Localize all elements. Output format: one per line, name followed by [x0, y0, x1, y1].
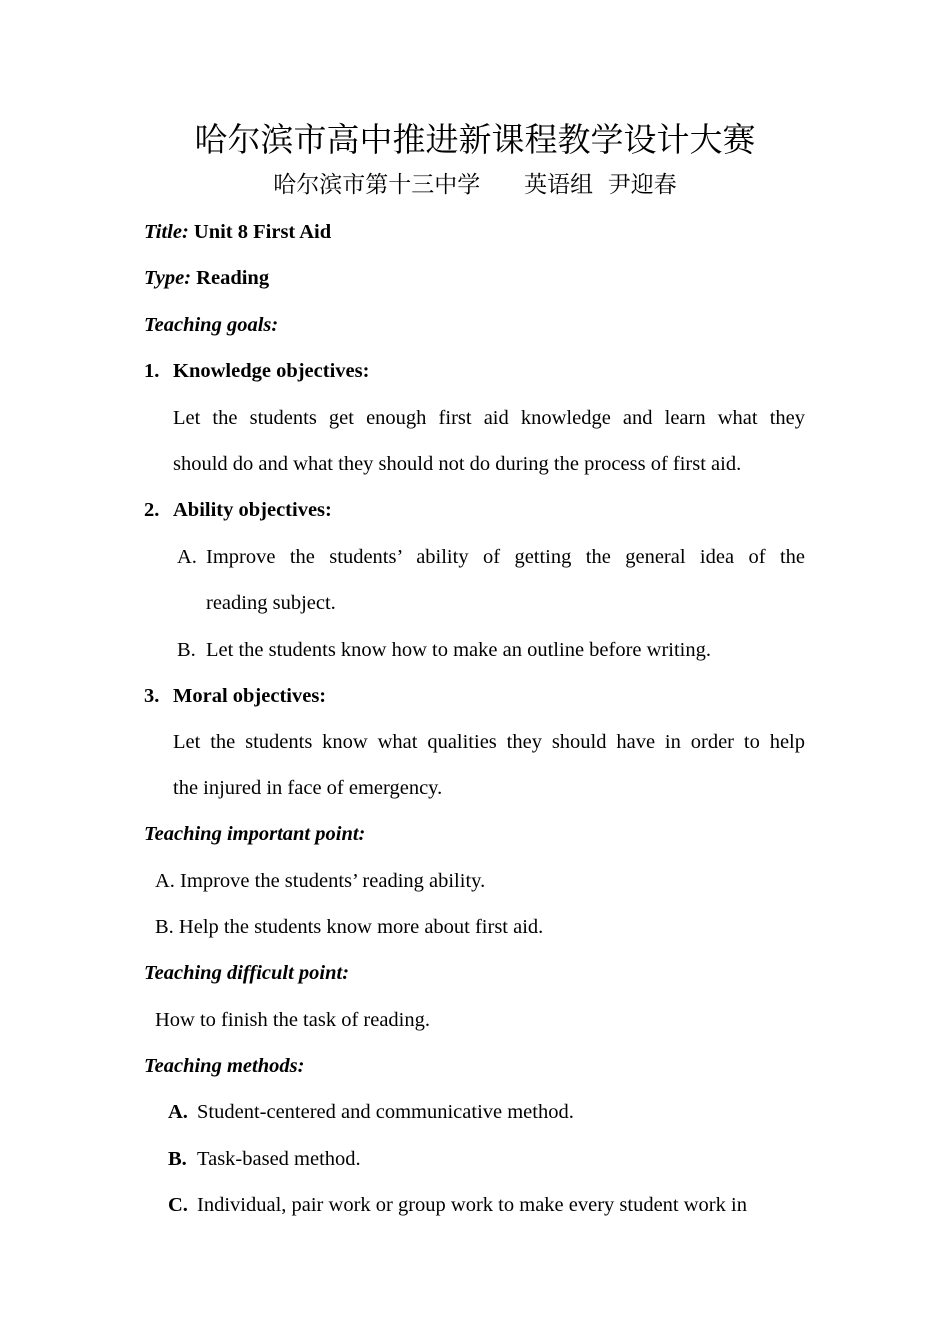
important-point-a: A. Improve the students’ reading ability.: [155, 870, 486, 892]
method-item-b: [168, 1145, 361, 1173]
ability-item-a-letter: A.: [177, 546, 197, 568]
knowledge-objectives-heading: [144, 357, 369, 385]
method-text: Student-centered and communicative method.: [197, 1101, 574, 1123]
teaching-goals-heading: Teaching goals:: [144, 314, 279, 336]
type-value: Reading: [196, 267, 270, 289]
methods-heading: Teaching methods:: [144, 1055, 305, 1077]
ability-item-b-line-1: Let the students know how to make an outline before writing.: [206, 639, 711, 661]
type-label: Type:: [144, 267, 192, 289]
method-item-a: [168, 1098, 574, 1126]
important-point-b: B. Help the students know more about first aid.: [155, 916, 544, 938]
method-text: Task-based method.: [197, 1148, 361, 1170]
method-letter: C.: [168, 1194, 188, 1216]
list-number: 1.: [144, 360, 160, 382]
method-letter: B.: [168, 1148, 187, 1170]
method-item-c: [168, 1191, 747, 1219]
difficult-point-text: How to finish the task of reading.: [155, 1009, 430, 1031]
list-number: 3.: [144, 685, 160, 707]
method-text: Individual, pair work or group work to make every student work in: [197, 1194, 747, 1216]
page-title: 哈尔滨市高中推进新课程教学设计大赛: [194, 120, 756, 159]
method-letter: A.: [168, 1101, 188, 1123]
moral-objectives-heading: [144, 682, 326, 710]
ability-item-a-line-2: reading subject.: [206, 592, 336, 614]
difficult-point-heading: Teaching difficult point:: [144, 962, 350, 984]
important-point-heading: Teaching important point:: [144, 823, 366, 845]
list-number: 2.: [144, 499, 160, 521]
title-label: Title:: [144, 221, 189, 243]
knowledge-line-2: should do and what they should not do during the process of first aid.: [173, 453, 742, 475]
heading-text: Moral objectives:: [173, 685, 327, 707]
ability-item-a-line-1: Improve the students’ ability of getting the general idea of the: [206, 546, 805, 568]
type-line: [144, 264, 269, 292]
heading-text: Knowledge objectives:: [173, 360, 370, 382]
heading-text: Ability objectives:: [173, 499, 332, 521]
author-line: 哈尔滨市第十三中学 英语组 尹迎春: [273, 172, 677, 198]
ability-objectives-heading: [144, 496, 332, 524]
moral-line-1: Let the students know what qualities they should have in order to help: [173, 731, 805, 753]
title-line: [144, 218, 331, 246]
ability-item-b-letter: B.: [177, 639, 196, 661]
moral-line-2: the injured in face of emergency.: [173, 777, 443, 799]
title-value: Unit 8 First Aid: [193, 221, 332, 243]
knowledge-line-1: Let the students get enough first aid knowledge and learn what they: [173, 407, 805, 429]
